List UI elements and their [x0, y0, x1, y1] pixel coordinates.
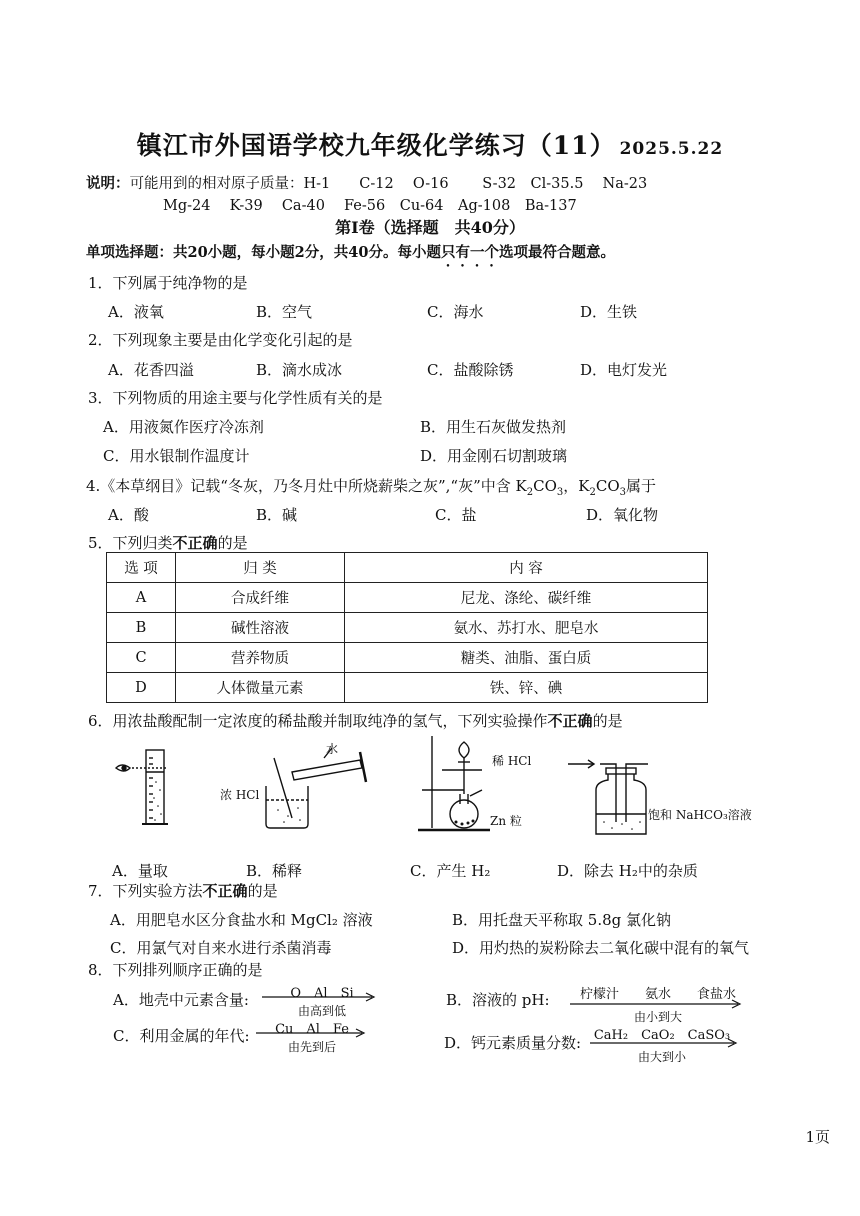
table-header-row: [107, 553, 708, 583]
instruction-suffix: 选项最符合题意。: [498, 244, 615, 261]
instruction-prefix: 单项选择题：共20小题，每小题2分，共40分。每小题: [86, 244, 441, 261]
table-cell: 尼龙、涤纶、碳纤维: [345, 583, 708, 613]
dilution-diagram: [214, 738, 374, 830]
q1-option-c: C．海水: [427, 303, 484, 321]
q8-d-direction: 由大到小: [637, 1050, 686, 1064]
q3-option-d: D．用金刚石切割玻璃: [420, 447, 568, 465]
q8-c-direction: 由先到后: [287, 1040, 336, 1054]
q7-option-b: B．用托盘天平称取 5.8g 氯化钠: [452, 911, 672, 929]
note-label: 说明：: [86, 175, 130, 192]
q6-option-c: C．产生 H₂: [410, 862, 491, 880]
q5-stem-pre: 5．下列归类: [88, 534, 173, 552]
q7-stem-bold: 不正确: [202, 882, 248, 900]
table-cell: 营养物质: [176, 643, 345, 673]
q4-stem-mid: CO: [595, 477, 620, 495]
washing-bottle-diagram: [566, 752, 666, 836]
q5-stem-post: 的是: [217, 534, 248, 552]
table-row: [107, 613, 708, 643]
table-cell: 糖类、油脂、蛋白质: [345, 643, 708, 673]
q2-stem: 2．下列现象主要是由化学变化引起的是: [88, 331, 353, 349]
table-cell: B: [107, 613, 176, 643]
q8-option-a-label: A．地壳中元素含量:: [113, 991, 249, 1009]
q2-option-c: C．盐酸除锈: [427, 361, 514, 379]
q8-a-direction: 由高到低: [297, 1004, 346, 1018]
instruction: [86, 241, 615, 270]
classification-table: [106, 552, 708, 703]
q4-stem: [86, 475, 656, 498]
q7-option-d: D．用灼热的炭粉除去二氧化碳中混有的氧气: [452, 939, 750, 957]
q6-option-b: B．稀释: [246, 862, 303, 880]
q3-stem: 3．下列物质的用途主要与化学性质有关的是: [88, 389, 383, 407]
q7-option-a: A．用肥皂水区分食盐水和 MgCl₂ 溶液: [110, 911, 373, 929]
q8-a-arrow: [262, 992, 376, 1002]
q4-stem-pre: 4.《本草纲目》记载“冬灰，乃冬月灶中所烧薪柴之灰”,“灰”中含 K: [86, 477, 527, 495]
q4-option-c: C．盐: [435, 506, 477, 524]
table-header-cell: 内 容: [345, 553, 708, 583]
q4-stem-mid: CO: [533, 477, 557, 495]
instruction-emphasis: 只有一个: [440, 244, 499, 261]
q7-option-c: C．用氯气对自来水进行杀菌消毒: [110, 939, 332, 957]
table-cell: 人体微量元素: [176, 673, 345, 703]
q8-a-order: O Al Si: [290, 986, 354, 1001]
q2-option-d: D．电灯发光: [580, 361, 668, 379]
table-header-cell: 归 类: [176, 553, 345, 583]
measuring-cylinder-diagram: [108, 742, 178, 832]
q4-sub: 2: [526, 487, 534, 498]
q1-option-d: D．生铁: [580, 303, 638, 321]
q6-stem-pre: 6．用浓盐酸配制一定浓度的稀盐酸并制取纯净的氢气，下列实验操作: [88, 712, 548, 730]
table-header-cell: 选 项: [107, 553, 176, 583]
table-row: [107, 673, 708, 703]
table-row: [107, 583, 708, 613]
q8-option-c-label: C．利用金属的年代:: [113, 1027, 250, 1045]
q2-option-b: B．滴水成冰: [256, 361, 343, 379]
table-cell: 铁、锌、碘: [345, 673, 708, 703]
q7-stem-post: 的是: [247, 882, 278, 900]
q4-sub: 3: [556, 487, 564, 498]
atomic-mass-note: [86, 172, 647, 193]
table-row: [107, 643, 708, 673]
q8-b-direction: 由小到大: [633, 1010, 682, 1024]
q6-option-a: A．量取: [112, 862, 168, 880]
atomic-mass-note-line2: Mg-24 K-39 Ca-40 Fe-56 Cu-64 Ag-108 Ba-137: [163, 198, 577, 214]
q5-stem: [88, 532, 248, 553]
q1-option-a: A．液氧: [108, 303, 164, 321]
table-cell: 氨水、苏打水、肥皂水: [345, 613, 708, 643]
page-number: 1页: [805, 1128, 830, 1146]
q8-option-d-label: D．钙元素质量分数:: [444, 1034, 582, 1052]
table-cell: 碱性溶液: [176, 613, 345, 643]
q8-b-order: 柠檬汁 氨水 食盐水: [579, 987, 736, 1002]
q8-option-b-label: B．溶液的 pH:: [446, 991, 550, 1009]
q3-option-a: A．用液氮作医疗冷冻剂: [103, 418, 264, 436]
q4-option-d: D．氧化物: [586, 506, 659, 524]
note-text: 可能用到的相对原子质量：H-1 C-12 O-16 S-32 Cl-35.5 Na-23: [129, 176, 648, 192]
q8-d-arrow: [590, 1038, 738, 1048]
page-title: [0, 126, 860, 162]
label-nahco3: 饱和 NaHCO₃溶液: [648, 808, 752, 822]
q8-stem: 8．下列排列顺序正确的是: [88, 961, 263, 979]
q4-option-b: B．碱: [256, 506, 298, 524]
q3-option-c: C．用水银制作温度计: [103, 447, 250, 465]
q3-option-b: B．用生石灰做发热剂: [420, 418, 567, 436]
q7-stem: [88, 880, 278, 901]
label-dilute-hcl: 稀 HCl: [492, 754, 532, 768]
exam-date: 2025.5.22: [619, 139, 724, 159]
q2-option-a: A．花香四溢: [108, 361, 194, 379]
q6-option-d: D．除去 H₂中的杂质: [557, 862, 698, 880]
hydrogen-generator-diagram: [412, 732, 492, 836]
label-water: 水: [326, 742, 339, 756]
label-zn: Zn 粒: [490, 814, 522, 828]
q4-stem-end: 属于: [626, 477, 657, 495]
q4-option-a: A．酸: [108, 506, 149, 524]
q8-d-order: CaH₂ CaO₂ CaSO₃: [593, 1028, 731, 1043]
q6-stem: [88, 710, 623, 731]
q4-sub: 3: [619, 487, 627, 498]
q4-stem-mid2: ，K: [563, 477, 590, 495]
q6-stem-post: 的是: [592, 712, 623, 730]
table-cell: 合成纤维: [176, 583, 345, 613]
title-text: 镇江市外国语学校九年级化学练习（11）: [136, 131, 616, 160]
table-cell: C: [107, 643, 176, 673]
q7-stem-pre: 7．下列实验方法: [88, 882, 203, 900]
q4-sub: 2: [589, 487, 596, 498]
label-conc-hcl: 浓 HCl: [220, 788, 260, 802]
q8-c-order: Cu Al Fe: [275, 1022, 349, 1037]
table-cell: D: [107, 673, 176, 703]
table-cell: A: [107, 583, 176, 613]
part-title: 第Ⅰ卷（选择题 共40分）: [335, 218, 525, 237]
q1-option-b: B．空气: [256, 303, 313, 321]
q5-stem-bold: 不正确: [172, 534, 218, 552]
q1-stem: 1．下列属于纯净物的是: [88, 274, 248, 292]
q8-c-arrow: [256, 1028, 366, 1038]
q6-stem-bold: 不正确: [547, 712, 593, 730]
